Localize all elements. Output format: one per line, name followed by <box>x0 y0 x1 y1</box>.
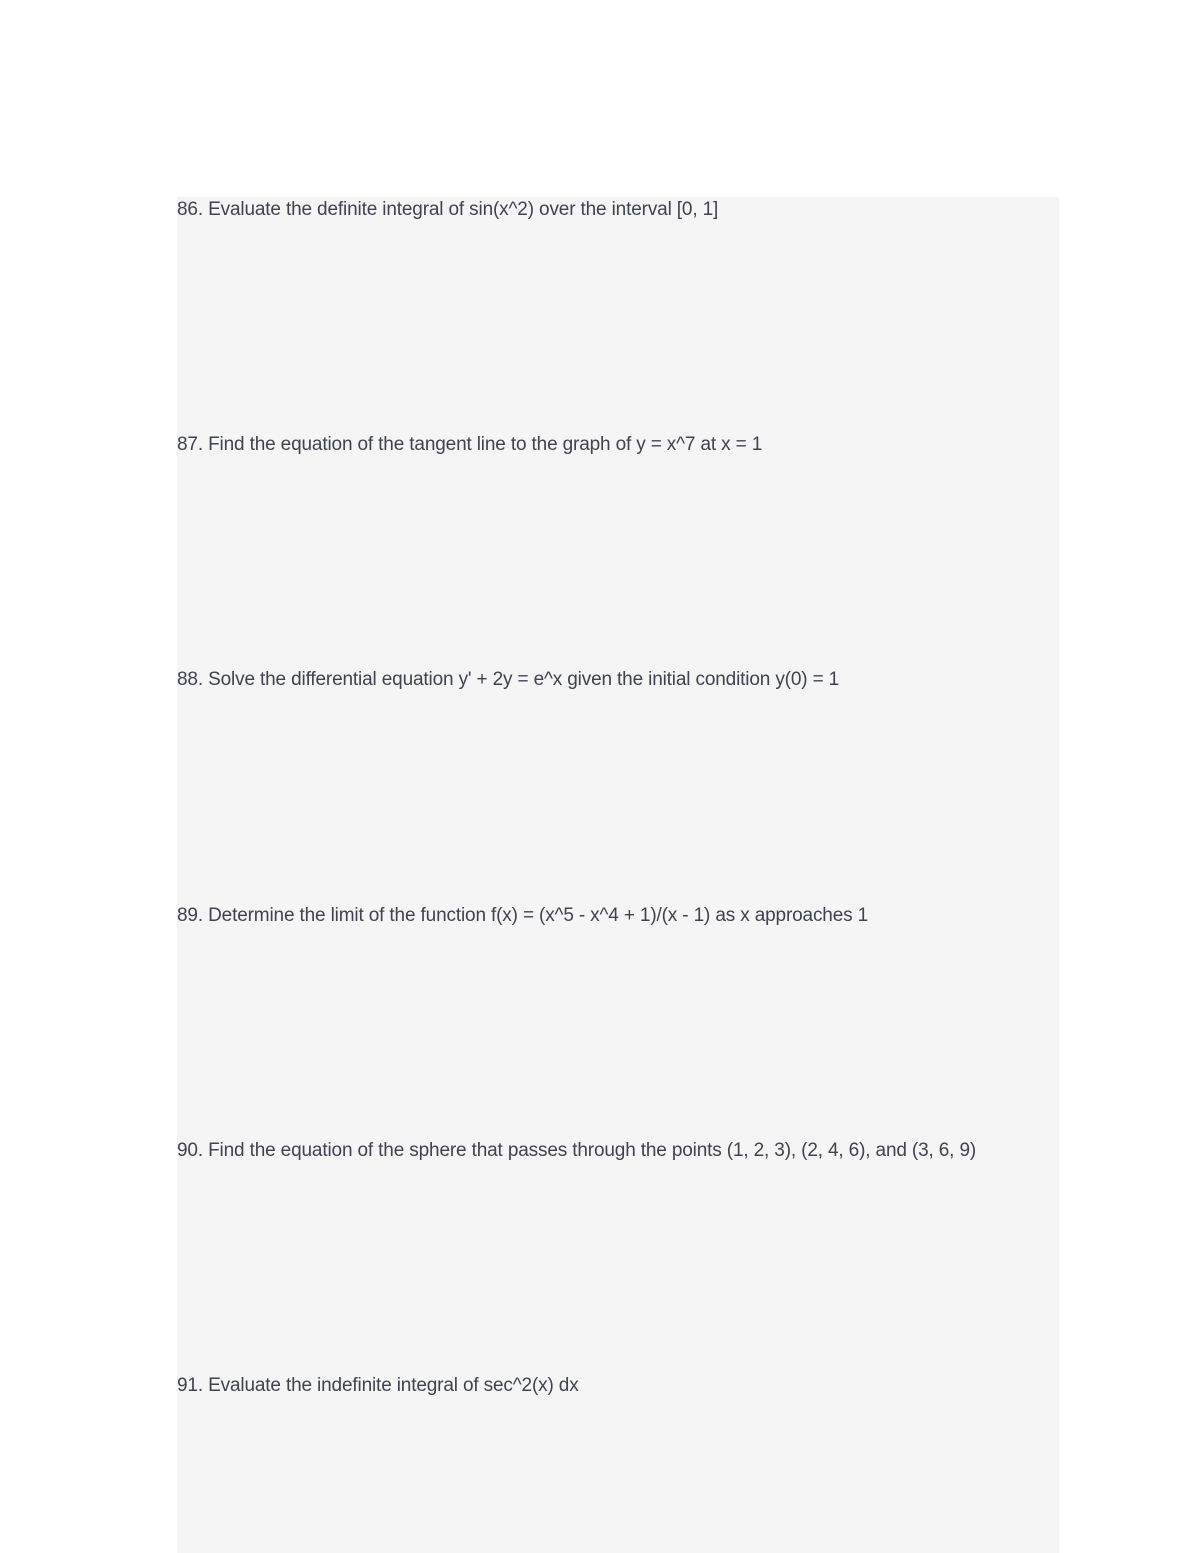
question-86 <box>177 197 1059 432</box>
question-91 <box>177 1373 1059 1553</box>
question-text: 90. Find the equation of the sphere that passes through the points (1, 2, 3), (2, 4, 6), and (3, 6, 9) <box>177 1140 977 1161</box>
question-text: 87. Find the equation of the tangent line to the graph of y = x^7 at x = 1 <box>177 434 763 455</box>
question-text: 91. Evaluate the indefinite integral of sec^2(x) dx <box>177 1375 579 1396</box>
question-panel <box>177 197 1059 1553</box>
question-90 <box>177 1138 1059 1373</box>
question-text: 88. Solve the differential equation y' + 2y = e^x given the initial condition y(0) = 1 <box>177 669 840 690</box>
question-89 <box>177 903 1059 1138</box>
question-87 <box>177 432 1059 667</box>
question-text: 86. Evaluate the definite integral of sin(x^2) over the interval [0, 1] <box>177 199 719 220</box>
question-88 <box>177 667 1059 902</box>
question-text: 89. Determine the limit of the function f(x) = (x^5 - x^4 + 1)/(x - 1) as x approaches 1 <box>177 905 869 926</box>
